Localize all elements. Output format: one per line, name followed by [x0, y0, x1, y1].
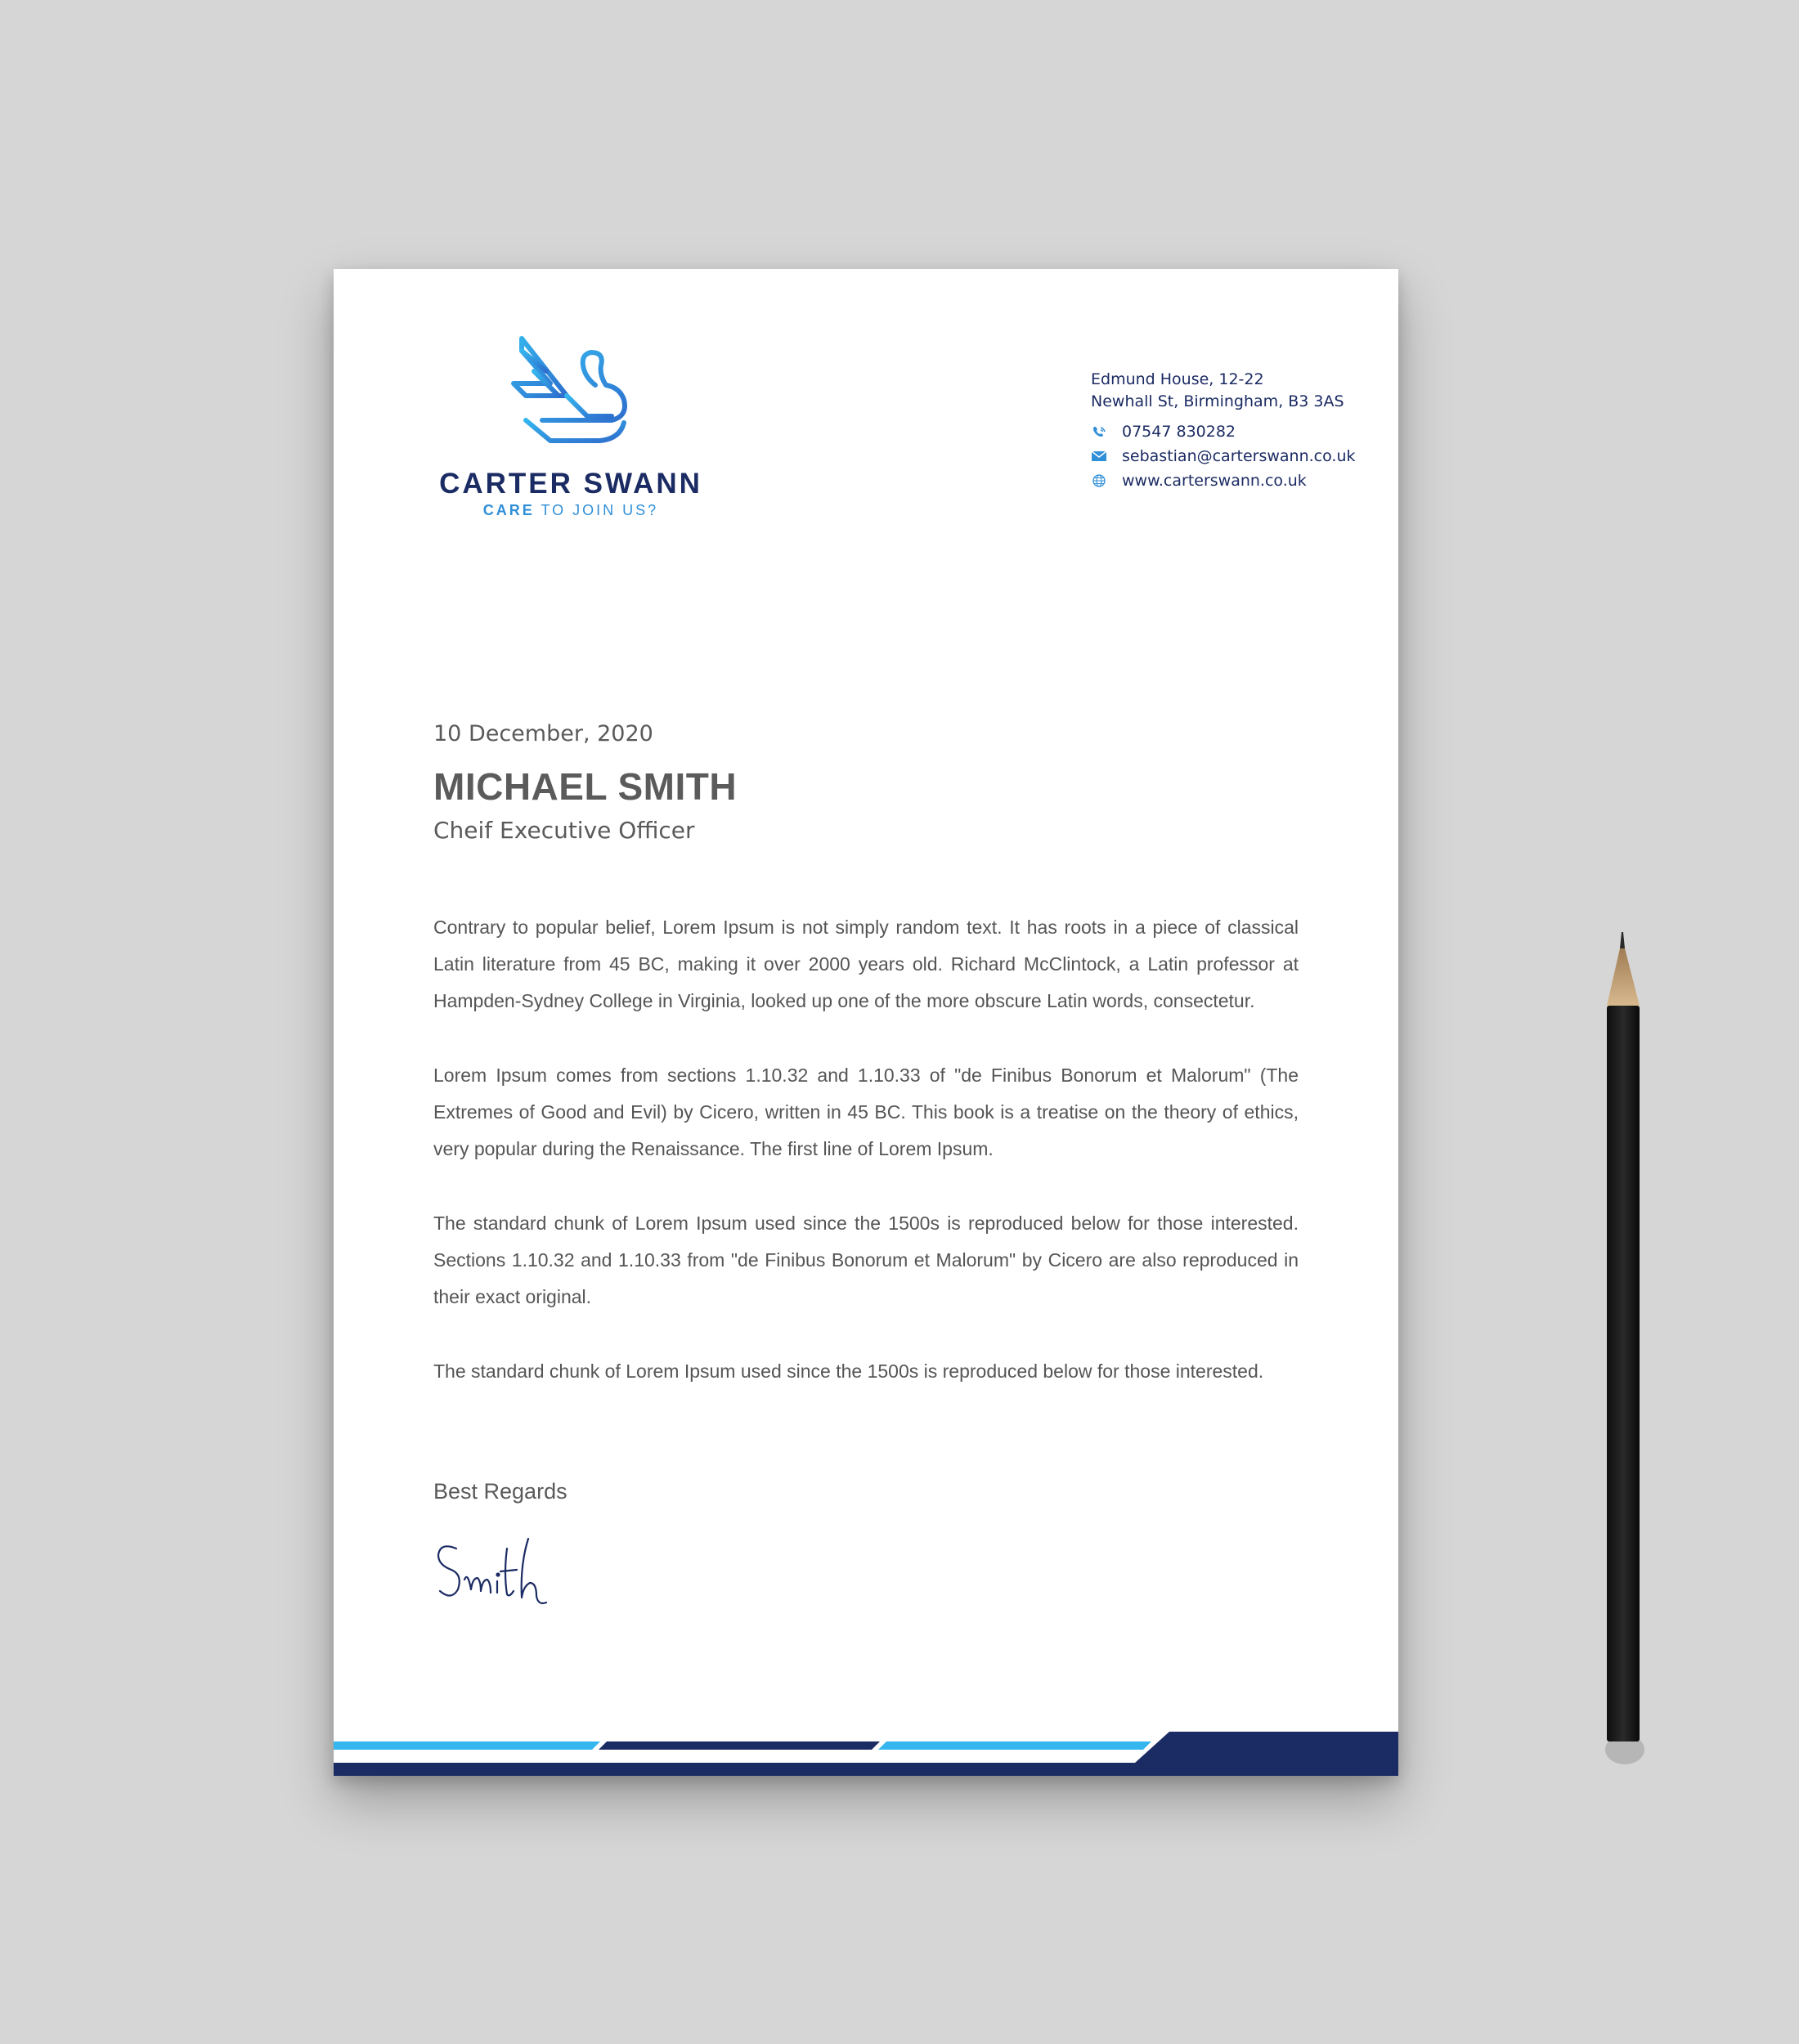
- phone-number[interactable]: 07547 830282: [1122, 423, 1236, 441]
- closing-text: Best Regards: [433, 1479, 568, 1504]
- tagline-rest: TO JOIN US?: [534, 502, 659, 518]
- pencil: [1599, 932, 1648, 1782]
- paragraph: Contrary to popular belief, Lorem Ipsum is not simply random text. It has roots in a piece of classical Latin literature from 45 BC, making it over 2000 years old. Richard McClintock, a Latin professor at Hampden-Sydney College in Virginia, looked up one of the more obscure Latin words, consectetur.: [433, 917, 1299, 1011]
- signature: [432, 1532, 563, 1614]
- phone-row: [1091, 419, 1355, 444]
- phone-icon: [1091, 425, 1107, 438]
- paragraph: The standard chunk of Lorem Ipsum used since the 1500s is reproduced below for those interested.: [433, 1360, 1264, 1382]
- paragraph: Lorem Ipsum comes from sections 1.10.32 and 1.10.33 of "de Finibus Bonorum et Malorum" (The Extremes of Good and Evil) by Cicero, written in 45 BC. This book is a treatise on the theory of ethics, very popular during the Renaissance. The first line of Lorem Ipsum.: [433, 1065, 1299, 1159]
- paragraph: The standard chunk of Lorem Ipsum used since the 1500s is reproduced below for those interested. Sections 1.10.32 and 1.10.33 from "de Finibus Bonorum et Malorum" by Cicero are also reproduced in their exact original.: [433, 1213, 1299, 1307]
- swan-logo-icon: [509, 334, 632, 465]
- company-name: CARTER SWANN: [439, 468, 702, 500]
- mail-icon: [1091, 450, 1107, 463]
- website-url[interactable]: www.carterswann.co.uk: [1122, 472, 1307, 490]
- address-line-2: Newhall St, Birmingham, B3 3AS: [1091, 392, 1344, 410]
- recipient-name: MICHAEL SMITH: [433, 765, 738, 808]
- company-logo: [432, 334, 718, 518]
- contact-block: [1091, 369, 1355, 493]
- email-row: [1091, 444, 1355, 468]
- address-line-1: Edmund House, 12-22: [1091, 370, 1264, 388]
- company-tagline: [432, 502, 710, 519]
- letterhead-page: [334, 269, 1398, 1776]
- footer-stripes: [334, 1732, 1398, 1776]
- email-address[interactable]: sebastian@carterswann.co.uk: [1122, 447, 1356, 465]
- website-row: [1091, 468, 1355, 493]
- tagline-bold: CARE: [482, 502, 535, 518]
- recipient-title: Cheif Executive Officer: [433, 817, 695, 844]
- letter-body: [433, 909, 1299, 1428]
- letter-date: 10 December, 2020: [433, 721, 653, 746]
- globe-icon: [1091, 474, 1107, 487]
